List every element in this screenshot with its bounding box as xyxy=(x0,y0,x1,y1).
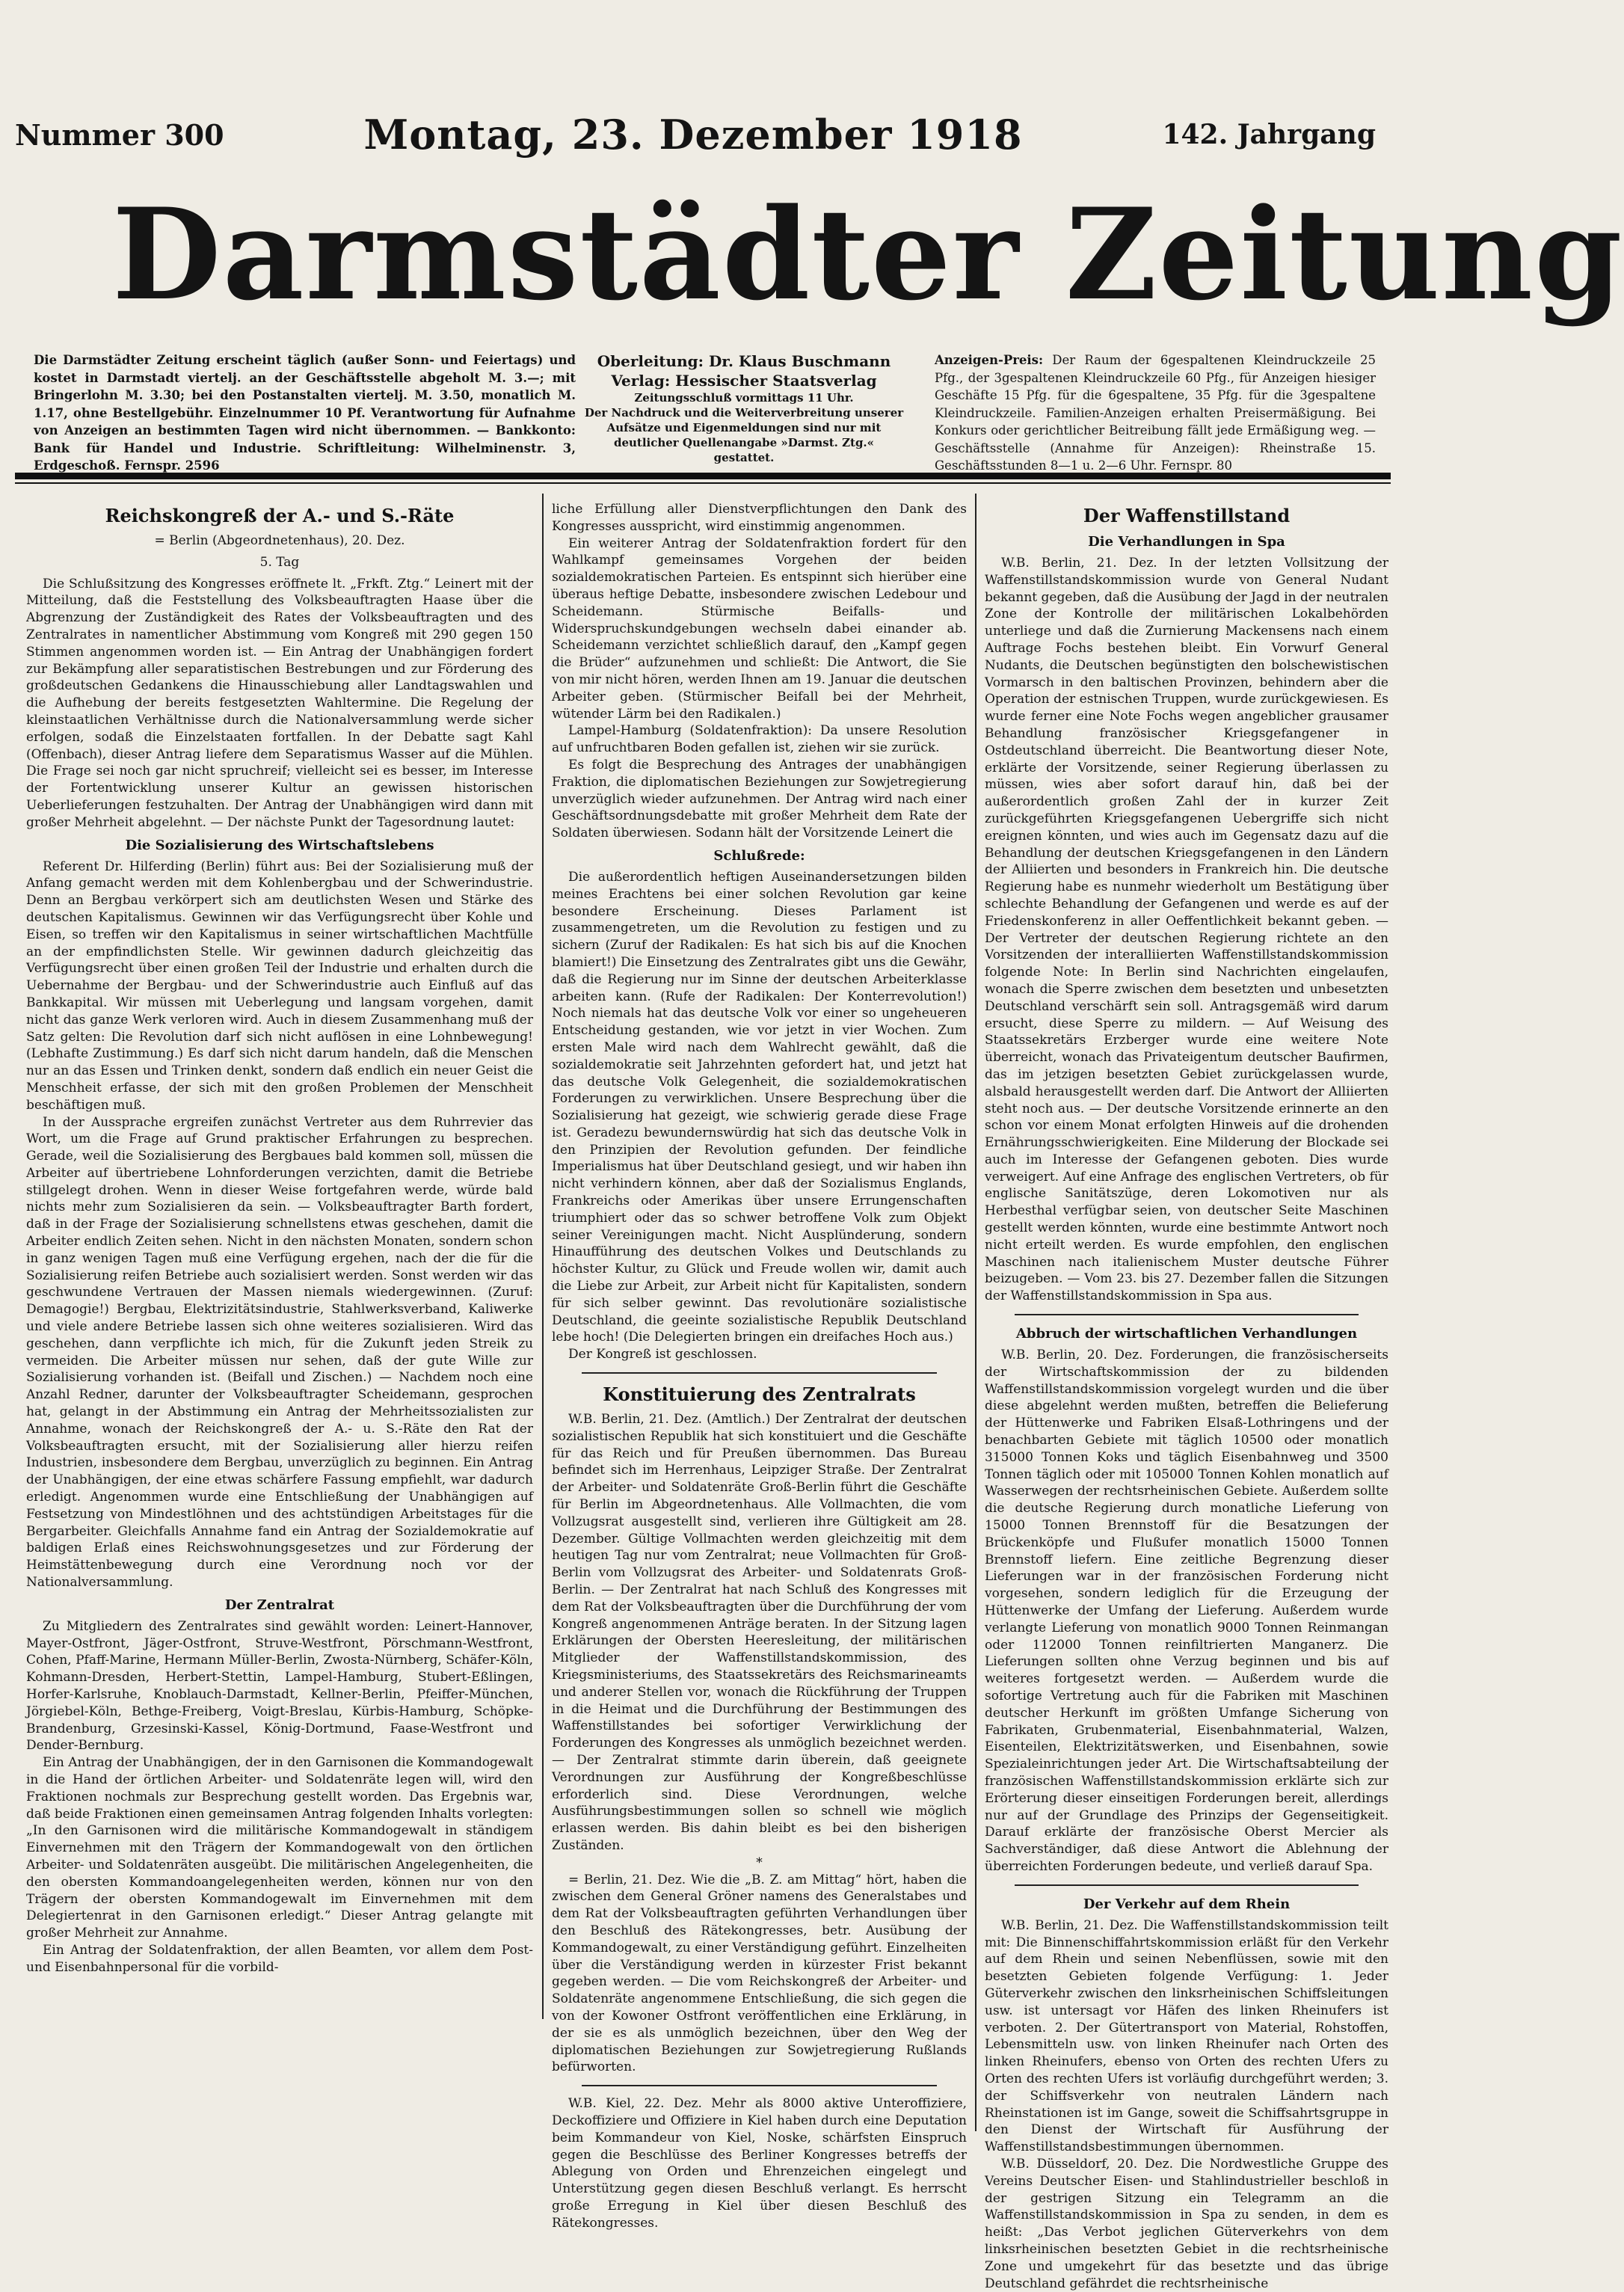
article-paragraph: W.B. Berlin, 21. Dez. In der letzten Vollsitzung der Waffenstillstandskommission wurde von General Nudant bekannt gegeben, daß die Ausübung der Jagd in der neutralen Zone der Kontrolle der militärischen Lokalbehörden unterliege und daß die Zurnierung Mackensens nach einem Auftrage Fochs bestehen bleibt. Ein Vorwurf General Nudants, die Deutschen begünstigten den bolschewistischen Vormarsch in den baltischen Provinzen, behindern aber die Operation der estnischen Truppen, wurde zurückgewiesen. Es wurde ferner eine Note Fochs wegen angeblicher grausamer Behandlung französischer Kriegsgefangener in Ostdeutschland überreicht. Die Beantwortung dieser Note, erklärte der Vorsitzende, seiner Regierung überlassen zu müssen, wies aber sofort darauf hin, daß bei der außerordentlich großen Zahl der in kurzer Zeit zurückgeführten Kriegsgefangenen Uebergriffe sich nicht ereignen könnten, und wies auch im Gegensatz dazu auf die Behandlung der deutschen Kriegsgefangenen in den Ländern der Alliierten und besonders in Frankreich hin. Die deutsche Regierung habe es nunmehr wiederholt um Bestätigung über schlechte Behandlung der Gefangenen und werde es auf der Friedenskonferenz in aller Oeffentlichkeit bekannt geben. — Der Vertreter der deutschen Regierung richtete an den Vorsitzenden der interalliierten Waffenstillstandskommission folgende Note: In Berlin sind Nachrichten eingelaufen, wonach die Sperre zwischen dem besetzten und unbesetzten Deutschland verschärft sein soll. Antragsgemäß wird darum ersucht, diese Sperre zu mildern. — Auf Weisung des Staatssekretärs Erzberger wurde eine weitere Note überreicht, wonach das Privateigentum deutscher Baufirmen, das im jetzigen besetzten Gebiet zurückgelassen wurde, alsbald herausgestellt werden darf. Die Antwort der Alliierten steht noch aus. — Der deutsche Vorsitzende erinnerte an den schon vor einem Monat erfolgten Hinweis auf die drohenden Ernährungsschwierigkeiten. Eine Milderung der Blockade sei auch im Interesse der Gefangenen geboten. Dies wurde verweigert. Auf eine Anfrage des englischen Vertreters, ob für englische Sanitätszüge, deren Lokomotiven nur als Herbesthal verfügbar seien, von deutscher Seite Maschinen gestellt werden könnten, wurde eine bestimmte Antwort noch nicht erteilt werden. Es wurde empfohlen, den englischen Maschinen nach italienischem Muster deutsche Führer beizugeben. — Vom 23. bis 27. Dezember fallen die Sitzungen der Waffenstillstandskommission in Spa aus. xyxy=(985,556,1388,1304)
advertising-info xyxy=(935,351,1376,473)
editor-line: Oberleitung: Dr. Klaus Buschmann xyxy=(597,352,891,370)
article-paragraph: Ein Antrag der Soldatenfraktion, der allen Beamten, vor allem dem Post- und Eisenbahnpersonal für die vorbild- xyxy=(26,1942,533,1975)
article-paragraph: Referent Dr. Hilferding (Berlin) führt aus: Bei der Sozialisierung muß der Anfang gemacht werden mit dem Kohlenbergbau und der Schwerindustrie. Denn an Bergbau verkörpert sich am deutlichsten Wesen und Stärke des deutschen Kapitalismus. Gewinnen wir das Verfügungsrecht über Kohle und Eisen, so treffen wir den Kapitalismus in seiner wirtschaftlichen Machtfülle an der empfindlichsten Stelle. Wir gewinnen dadurch gleichzeitig das Verfügungsrecht über einen großen Teil der Industrie und erhalten durch die Uebernahme der Bergbau- und der Schwerindustrie auch Einfluß auf das Bankkapital. Wir müssen mit Ueberlegung und langsam vorgehen, damit nicht das ganze Werk verloren wird. Auch in diesem Zusammenhang muß der Satz gelten: Die Revolution darf sich nicht auflösen in eine Lohnbewegung! (Lebhafte Zustimmung.) Es darf sich nicht darum handeln, daß die Menschen nur an das Essen und Trinken denkt, sondern daß endlich ein neuer Geist die Menschheit erfasse, der sich mit den großen Problemen der Menschheit beschäftigen muß. xyxy=(26,858,533,1113)
article-headline: Der Waffenstillstand xyxy=(1083,505,1291,526)
article-paragraph: Ein Antrag der Unabhängigen, der in den Garnisonen die Kommandogewalt in die Hand der örtlichen Arbeiter- und Soldatenräte legen will, wird den Fraktionen nochmals zur Besprechung gestellt worden. Das Ergebnis war, daß beide Fraktionen einen gemeinsamen Antrag folgenden Inhalts vorlegten: „In den Garnisonen wird die militärische Kommandogewalt in ständigem Einvernehmen mit den Trägern der Kommandogewalt von den örtlichen Arbeiter- und Soldatenräten ausgeübt. Die militärischen Angelegenheiten, die den obersten Kommandoangelegenheiten werden, können nur von den Trägern der obersten Kommandogewalt im Einvernehmen mit dem Delegiertenrat in den Garnisonen erledigt.“ Dieser Antrag gelangte mit großer Mehrheit zur Annahme. xyxy=(26,1755,533,1941)
issue-bar xyxy=(15,112,1376,157)
article-subheading: Schlußrede: xyxy=(713,847,805,864)
article-paragraph: W.B. Berlin, 21. Dez. Die Waffenstillstandskommission teilt mit: Die Binnenschiffahrtskommission erläßt für den Verkehr auf dem Rhein und seinen Nebenflüssen, sowie mit den besetzten Gebieten folgende Verfügung: 1. Jeder Güterverkehr zwischen den linksrheinischen Schiffsleitungen usw. ist untersagt vor Häfen des linken Rheinufers ist verboten. 2. Der Gütertransport von Material, Rohstoffen, Lebensmitteln usw. von linken Rheinufer nach Orten des linken Rheinufers, ebenso von Orten des rechten Ufers zu Orten des rechten Ufers ist vorläufig durchgeführt werden; 3. der Schiffsverkehr von neutralen Ländern nach Rheinstationen ist im Gange, soweit die Schiffsahrtsgruppe in den Dienst der Wirtschaft für Ausführung der Waffenstillstandsbestimmungen übernommen. xyxy=(985,1917,1388,2155)
article-paragraph: Die Schlußsitzung des Kongresses eröffnete lt. „Frkft. Ztg.“ Leinert mit der Mitteilung, daß die Feststellung des Volksbeauftragten Haase über die Abgrenzung der Zuständigkeit des Rates der Volksbeauftragten und des Zentralrates in namentlicher Abstimmung vom Kongreß mit 290 gegen 150 Stimmen angenommen worden ist. — Ein Antrag der Unabhängigen fordert zur Bekämpfung aller separatistischen Bestrebungen und zur Förderung des großdeutschen Gedankens die Hinausschiebung aller Landtagswahlen und die Aufhebung der bereits festgesetzten Wahltermine. Die Regelung der kleinstaatlichen Verhältnisse durch die Nationalversammlung werde sicher erfolgen, sodaß die Einzelstaaten fortfallen. In der Debatte sagt Kahl (Offenbach), dieser Antrag liefere dem Separatismus Wasser auf die Mühlen. Die Frage sei noch gar nicht spruchreif; vielleicht sei es besser, im Interesse der Fortentwicklung unserer Kultur an gewissen historischen Ueberlieferungen festzuhalten. Der Antrag der Unabhängigen wird dann mit großer Mehrheit abgelehnt. — Der nächste Punkt der Tagesordnung lautet: xyxy=(26,576,533,830)
advertising-text: Der Raum der 6gespaltenen Kleindruckzeile 25 Pfg., der 3gespaltenen Kleindruckzeile 60 Pfg., für Anzeigen hiesiger Geschäfte 15 Pfg. für die 6gespaltene, 35 Pfg. für die 3gespaltene Kleindruckzeile. Familien-Anzeigen erhalten Preisermäßigung. Bei Konkurs oder gerichtlicher Beitreibung fällt jede Ermäßigung weg. — Geschäftsstelle (Annahme für Anzeigen): Rheinstraße 15. Geschäftsstunden 8—1 u. 2—6 Uhr. Fernspr. 80 xyxy=(935,353,1376,473)
article-day: 5. Tag xyxy=(259,554,300,570)
advertising-label: Anzeigen-Preis: xyxy=(935,353,1044,367)
section-divider xyxy=(1015,1314,1359,1315)
article-subheading: Der Zentralrat xyxy=(224,1597,335,1613)
publisher-line: Verlag: Hessischer Staatsverlag xyxy=(611,372,877,390)
header-rule xyxy=(15,473,1391,479)
column-divider-2 xyxy=(975,494,976,2131)
article-paragraph: Der Kongreß ist geschlossen. xyxy=(568,1347,757,1362)
article-paragraph: Ein weiterer Antrag der Soldatenfraktion fordert für den Wahlkampf gemeinsames Vorgehen der beiden sozialdemokratischen Parteien. Es entspinnt sich hierüber eine überaus heftige Debatte, insbesondere zwischen Ledebour und Scheidemann. Stürmische Beifalls- und Widerspruchskundgebungen wechseln dabei einander ab. Scheidemann verzichtet schließlich darauf, den „Kampf gegen die Brüder“ aufzunehmen und schließt: Die Antwort, die Sie von mir nicht hören, werden Ihnen am 19. Januar die deutschen Arbeiter geben. (Stürmischer Beifall bei der Mehrheit, wütender Lärm bei den Radikalen.) xyxy=(552,535,967,722)
article-headline: Abbruch der wirtschaftlichen Verhandlungen xyxy=(1015,1326,1358,1342)
section-divider xyxy=(1015,1884,1359,1886)
column-1 xyxy=(26,501,533,2142)
article-headline: Der Verkehr auf dem Rhein xyxy=(1083,1896,1291,1912)
article-paragraph: W.B. Kiel, 22. Dez. Mehr als 8000 aktive Unteroffiziere, Deckoffiziere und Offiziere in Kiel haben durch eine Deputation beim Kommandeur von Kiel, Noske, schärfsten Einspruch gegen die Beschlüsse des Berliner Kongresses betreffs der Ablegung von Orden und Ehrenzeichen eingelegt und Unterstützung gegen diesen Beschluß verlangt. Es herrscht große Erregung in Kiel über diesen Beschluß des Rätekongresses. xyxy=(552,2096,967,2231)
issue-number: Nummer 300 xyxy=(15,117,224,152)
issue-date: Montag, 23. Dezember 1918 xyxy=(363,111,1023,159)
article-paragraph: Lampel-Hamburg (Soldatenfraktion): Da unsere Resolution auf unfruchtbaren Boden gefallen ist, ziehen wir sie zurück. xyxy=(552,723,967,756)
column-divider-1 xyxy=(542,494,544,2019)
article-paragraph: Zu Mitgliedern des Zentralrates sind gewählt worden: Leinert-Hannover, Mayer-Ostfront, Jäger-Ostfront, Struve-Westfront, Pörschmann-Westfront, Cohen, Pfaff-Marine, Hermann Müller-Berlin, Zwosta-Nürnberg, Schäfer-Köln, Kohmann-Dresden, Herbert-Stettin, Lampel-Hamburg, Stubert-Eßlingen, Horfer-Karlsruhe, Knoblauch-Darmstadt, Kellner-Berlin, Pfeiffer-München, Jörgiebel-Köln, Bethge-Freiberg, Voigt-Breslau, Kürbis-Hamburg, Schöpke-Brandenburg, Grzesinski-Kassel, König-Dortmund, Faase-Westfront und Dender-Bernburg. xyxy=(26,1618,533,1754)
masthead-title: Darmstädter Zeitung xyxy=(112,180,1624,328)
article-paragraph: Die außerordentlich heftigen Auseinandersetzungen bilden meines Erachtens bei einer solchen Revolution gar keine besondere Erscheinung. Dieses Parlament ist zusammengetreten, um die Revolution zu festigen und zu sichern (Zuruf der Radikalen: Es hat sich bis auf die Knochen blamiert!) Die Einsetzung des Zentralrates gibt uns die Gewähr, daß die Regierung nur im Sinne der deutschen Arbeiterklasse arbeiten kann. (Rufe der Radikalen: Der Konterrevolution!) Noch niemals hat das deutsche Volk vor einer so ungeheueren Entscheidung gestanden, wie vor jetzt in vier Wochen. Zum ersten Male wird nach dem Wahlrecht gewählt, daß die sozialdemokratie seit Jahrzehnten gefordert hat, und jetzt hat das deutsche Volk Gelegenheit, die sozialdemokratischen Forderungen zu verwirklichen. Unsere Besprechung über die Sozialisierung hat gezeigt, wie schwierig gerade diese Frage ist. Geradezu bewundernswürdig hat sich das deutsche Volk in den Prinzipien der Revolution gefunden. Der feindliche Imperialismus hat über Deutschland gesiegt, und wir haben ihn nicht verhindern können, aber daß der Sozialismus Englands, Frankreichs oder Amerikas über unsere Errungenschaften triumphiert oder das so schwer betroffene Volk zum Objekt seiner Vereinigungen macht. Nicht Ausplünderung, sondern Hinaufführung des deutschen Volkes und Deutschlands zu höchster Kultur, zu Glück und Freude wollen wir, damit auch die Liebe zur Arbeit, zur Arbeit nicht für Kapitalisten, sondern für sich selber gewinnt. Das revolutionäre sozialistische Deutschland, die geeinte sozialistische Republik Deutschland lebe hoch! (Die Delegierten bringen ein dreifaches Hoch aus.) xyxy=(552,869,967,1345)
column-3 xyxy=(985,501,1388,2291)
article-subheading: Die Verhandlungen in Spa xyxy=(1088,534,1285,550)
article-paragraph: Es folgt die Besprechung des Antrages der unabhängigen Fraktion, die diplomatischen Beziehungen zur Sowjetregierung unverzüglich wieder aufzunehmen. Der Antrag wird nach einer Geschäftsordnungsdebatte mit großer Mehrheit dem Rate der Soldaten überwiesen. Sodann hält der Vorsitzende Leinert die xyxy=(552,757,967,841)
article-paragraph: W.B. Berlin, 20. Dez. Forderungen, die französischerseits der Wirtschaftskommission der zu bildenden Waffenstillstandskommission vorgelegt wurden und die über diese abgelehnt werden mußten, betreffen die Belieferung der Hüttenwerke und Fabriken Elsaß-Lothringens und der benachbarten Gebiete mit täglich 10500 oder monatlich 315000 Tonnen Koks und täglich Eisenbahnweg und 3500 Tonnen täglich oder mit 105000 Tonnen Kohlen monatlich auf Wasserwegen der rechtsrheinischen Gebiete. Außerdem sollte die deutsche Regierung durch monatliche Lieferung von 15000 Tonnen Brennstoff für die Besatzungen der Brückenköpfe und Flußufer monatlich 15000 Tonnen Brennstoff liefern. Eine zeitliche Begrenzung dieser Lieferungen war in der französischen Forderung nicht vorgesehen, sondern lediglich für die Erzeugung der Hüttenwerke der Umfang der Lieferung. Außerdem wurde verlangte Lieferung von monatlich 9000 Tonnen Reinmangan oder 112000 Tonnen reinfiltrierten Manganerz. Die Lieferungen sollten ohne Verzug beginnen und bis auf weiteres fortgesetzt werden. — Außerdem wurde die sofortige Vertretung auch für die Fabriken mit Maschinen deutscher Herkunft im größten Umfange Sicherung von Fabrikaten, Grubenmaterial, Eisenbahnmaterial, Walzen, Eisenteilen, Elektrizitätswerken, und Eisenbahnen, sowie Spezialeinrichtungen jeder Art. Die Wirtschaftsabteilung der französischen Waffenstillstandskommission erklärte sich zur Erörterung dieser einseitigen Forderungen bereit, allerdings nur auf der Grundlage des Prinzips der Gegenseitigkeit. Darauf erklärte der französische Oberst Mercier als Sachverständiger, daß diese Antwort die Ablehnung der überreichten Forderungen bedeute, und verließ darauf Spa. xyxy=(985,1348,1388,1874)
copyright-line: Der Nachdruck und die Weiterverbreitung unserer Aufsätze und Eigenmeldungen sind nur mit deutlicher Quellenangabe »Darmst. Ztg.« gestattet. xyxy=(584,406,904,464)
article-headline: Konstituierung des Zentralrats xyxy=(603,1383,916,1406)
header-rule-thin xyxy=(15,482,1391,484)
article-separator-star: * xyxy=(756,1855,763,1870)
subscription-info: Die Darmstädter Zeitung erscheint täglich (außer Sonn- und Feiertags) und kostet in Darmstadt viertelj. an der Geschäftsstelle abgeholt M. 3.—; mit Bringerlohn M. 3.30; bei den Postanstalten viertelj. M. 3.50, monatlich M. 1.17, ohne Bestellgebühr. Einzelnummer 10 Pf. Verantwortung für Aufnahme von Anzeigen an bestimmten Tagen wird nicht übernommen. — Bankkonto: Bank für Handel und Industrie. Schriftleitung: Wilhelminenstr. 3, Erdgeschoß. Fernspr. 2596 xyxy=(34,353,576,473)
article-dateline: = Berlin (Abgeordnetenhaus), 20. Dez. xyxy=(154,533,405,548)
deadline-line: Zeitungsschluß vormittags 11 Uhr. xyxy=(634,391,854,405)
article-paragraph: W.B. Düsseldorf, 20. Dez. Die Nordwestliche Gruppe des Vereins Deutscher Eisen- und Stahlindustrieller beschloß in der gestrigen Sitzung ein Telegramm an die Waffenstillstandskommission in Spa zu senden, in dem es heißt: „Das Verbot jeglichen Güterverkehrs von dem linksrheinischen besetzten Gebiet in die rechtsrheinische Zone und umgekehrt für das besetzte und das übrige Deutschland gefährdet die rechtsrheinische xyxy=(985,2156,1388,2291)
article-paragraph: W.B. Berlin, 21. Dez. (Amtlich.) Der Zentralrat der deutschen sozialistischen Republik hat sich konstituiert und die Geschäfte für das Reich und für Preußen übernommen. Das Bureau befindet sich im Herrenhaus, Leipziger Straße. Der Zentralrat der Arbeiter- und Soldatenräte Groß-Berlin führt die Geschäfte für Berlin im Abgeordnetenhaus. Alle Vollmachten, die vom Vollzugsrat ausgestellt sind, verlieren ihre Gültigkeit am 28. Dezember. Gültige Vollmachten werden gleichzeitig mit dem heutigen Tag nur vom Zentralrat; neue Vollmachten für Groß-Berlin vom Vollzugsrat des Arbeiter- und Soldatenrats Groß-Berlin. — Der Zentralrat hat nach Schluß des Kongresses mit dem Rat der Volksbeauftragten über die Durchführung der vom Kongreß angenommenen Anträge beraten. In der Sitzung lagen Erklärungen der Obersten Heeresleitung, der militärischen Mitglieder der Waffenstillstandskommission, des Kriegsministeriums, des Staatssekretärs des Reichsmarineamts und anderer Stellen vor, wonach die Rückführung der Truppen in die Heimat und die Durchführung der Bestimmungen des Waffenstillstandes bei sofortiger Verwirklichung der Forderungen des Kongresses als unmöglich bezeichnet werden. — Der Zentralrat stimmte darin überein, daß geeignete Verordnungen zur Ausführung der Kongreßbeschlüsse erforderlich sind. Diese Verordnungen, welche Ausführungsbestimmungen sollen so schnell wie möglich erlassen werden. Bis dahin bleibt es bei den bisherigen Zuständen. xyxy=(552,1412,967,1853)
publisher-info xyxy=(583,351,905,464)
article-headline: Reichskongreß der A.- und S.-Räte xyxy=(105,505,455,526)
article-paragraph: liche Erfüllung aller Dienstverpflichtungen den Dank des Kongresses ausspricht, wird einstimmig angenommen. xyxy=(552,502,967,534)
issue-volume: 142. Jahrgang xyxy=(1162,119,1376,150)
article-subheading: Die Sozialisierung des Wirtschaftslebens xyxy=(125,837,434,853)
section-divider xyxy=(582,1372,937,1374)
article-paragraph: In der Aussprache ergreifen zunächst Vertreter aus dem Ruhrrevier das Wort, um die Frage auf Grund praktischer Erfahrungen zu besprechen. Gerade, weil die Sozialisierung des Bergbaues bald kommen soll, müssen die Arbeiter auf übertriebene Lohnforderungen verzichten, damit die Betriebe stillgelegt drohen. Wenn in dieser Weise fortgefahren werde, würde bald nichts mehr zum Sozialisieren da sein. — Volksbeauftragter Barth fordert, daß in der Frage der Sozialisierung schnellstens etwas geschehen, damit die Arbeiter endlich Zeiten sehen. Nicht in den nächsten Monaten, sondern schon in ganz wenigen Tagen muß eine Verfügung ergehen, nach der die für die Sozialisierung reifen Betriebe auch sozialisiert werden. Sonst werden wir das geschwundene Vertrauen der Massen niemals wiedergewinnen. (Zuruf: Demagogie!) Bergbau, Elektrizitätsindustrie, Stahlwerksverband, Kaliwerke und viele andere Betriebe lassen sich ohne weiteres sozialisieren. Wird das geschehen, dann verpflichte ich mich, für die Zukunft jeden Streik zu vermeiden. Die Arbeiter müssen nur sehen, daß der gute Wille zur Sozialisierung vorhanden ist. (Beifall und Zischen.) — Nachdem noch eine Anzahl Redner, darunter der Volksbeauftragter Scheidemann, gesprochen hat, gelangt in der Abstimmung ein Antrag der Mehrheitssozialisten zur Annahme, wonach der Reichskongreß der A.- u. S.-Räte den Rat der Volksbeauftragten ersucht, mit der Sozialisierung aller hierzu reifen Industrien, insbesondere dem Bergbau, unverzüglich zu beginnen. Ein Antrag der Unabhängigen, der eine etwas schärfere Fassung empfiehlt, war dadurch erledigt. Angenommen wurde eine Entschließung der Unabhängigen auf Festsetzung von Mindestlöhnen und des achtstündigen Arbeitstages für die Bergarbeiter. Gleichfalls Annahme fand ein Antrag der Sozialdemokratie auf baldigen Erlaß eines Reichswohnungsgesetzes und zur Förderung der Heimstättenbewegung durch eine Verordnung noch vor der Nationalversammlung. xyxy=(26,1114,533,1591)
column-2 xyxy=(552,501,967,2231)
article-paragraph: = Berlin, 21. Dez. Wie die „B. Z. am Mittag“ hört, haben die zwischen dem General Gröner namens des Generalstabes und dem Rat der Volksbeauftragten geführten Verhandlungen über den Beschluß des Rätekongresses, betr. Ausübung der Kommandogewalt, zu einer Verständigung geführt. Einzelheiten über die Verständigung werden in kürzester Frist bekannt gegeben werden. — Die vom Reichskongreß der Arbeiter- und Soldatenräte angenommene Entschließung, die sich gegen die von der Kowoner Ostfront veröffentlichen eine Erklärung, in der sie es als unmöglich bezeichnen, über den Weg der diplomatischen Beziehungen zur Sowjetregierung Rußlands befürworten. xyxy=(552,1872,967,2075)
section-divider xyxy=(582,2085,937,2086)
